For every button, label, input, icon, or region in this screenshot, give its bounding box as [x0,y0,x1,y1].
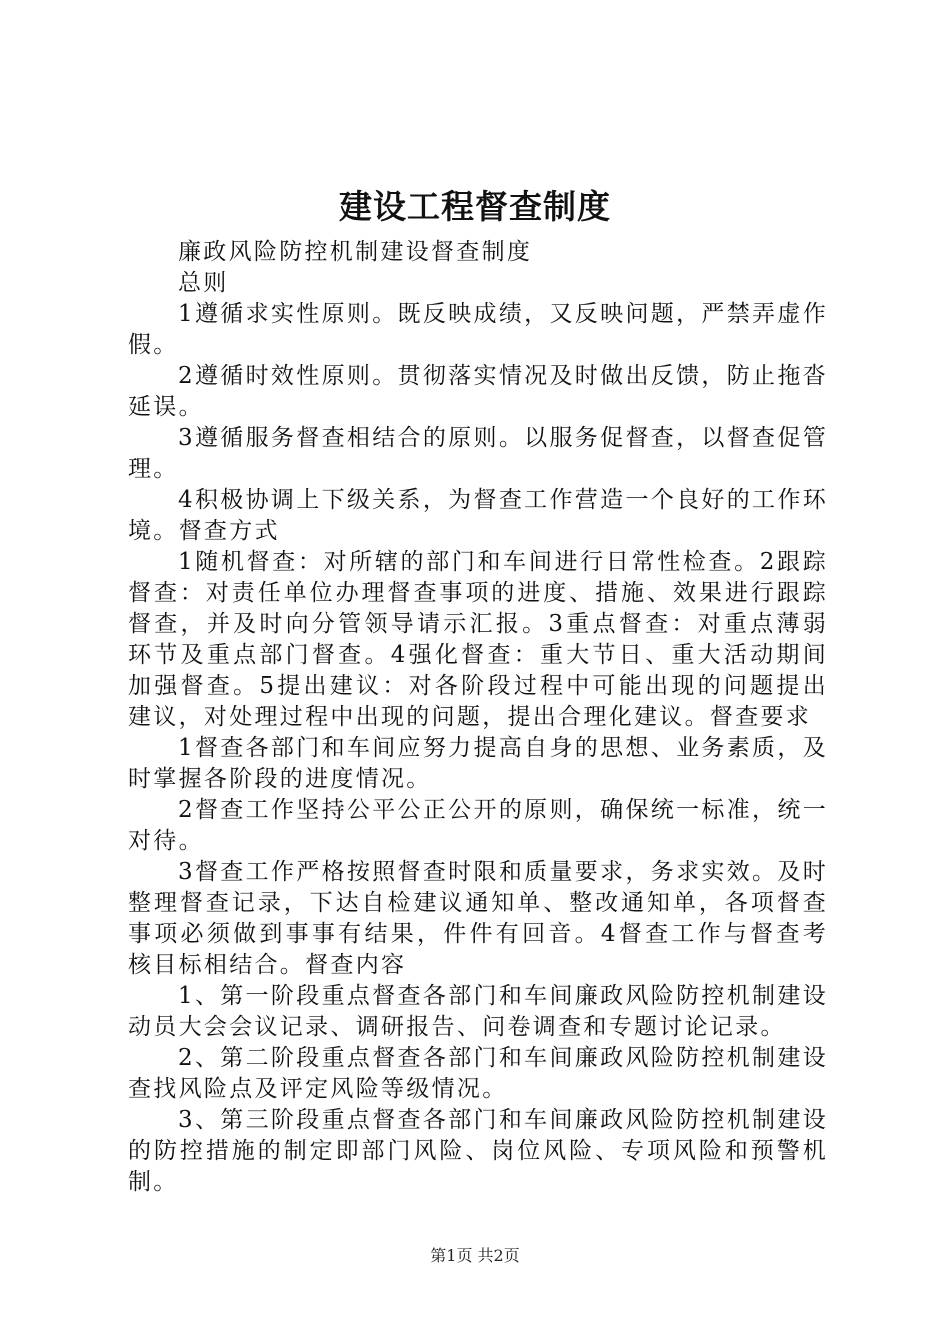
paragraph-subtitle: 廉政风险防控机制建设督查制度 [178,239,533,265]
paragraph-section-general: 总则 [178,270,229,296]
paragraph-content-3: 3、第三阶段重点督查各部门和车间廉政风险防控机制建设的防控措施的制定即部门风险、岗位风险、专项风险和预警机制。 [128,1107,828,1195]
paragraph-principle-2: 2遵循时效性原则。贯彻落实情况及时做出反馈，防止拖沓延误。 [128,363,828,420]
paragraph-principle-4: 4积极协调上下级关系，为督查工作营造一个良好的工作环境。督查方式 [128,487,828,544]
paragraph-requirement-1: 1督查各部门和车间应努力提高自身的思想、业务素质，及时掌握各阶段的进度情况。 [128,735,828,792]
paragraph-content-2: 2、第二阶段重点督查各部门和车间廉政风险防控机制建设查找风险点及评定风险等级情况。 [128,1045,828,1102]
paragraph-principle-1: 1遵循求实性原则。既反映成绩，又反映问题，严禁弄虚作假。 [128,301,828,358]
paragraph-requirement-2: 2督查工作坚持公平公正公开的原则，确保统一标准，统一对待。 [128,797,828,854]
paragraph-methods: 1随机督查：对所辖的部门和车间进行日常性检查。2跟踪督查：对责任单位办理督查事项的进度、措施、效果进行跟踪督查，并及时向分管领导请示汇报。3重点督查：对重点薄弱环节及重点部门督查。4强化督查：重大节日、重大活动期间加强督查。5提出建议：对各阶段过程中可能出现的问题提出建议，对处理过程中出现的问题，提出合理化建议。督查要求 [128,549,828,730]
paragraph-principle-3: 3遵循服务督查相结合的原则。以服务促督查，以督查促管理。 [128,425,828,482]
document-title: 建设工程督查制度 [339,187,611,226]
paragraph-content-1: 1、第一阶段重点督查各部门和车间廉政风险防控机制建设动员大会会议记录、调研报告、问卷调查和专题讨论记录。 [128,983,828,1040]
paragraph-requirement-3: 3督查工作严格按照督查时限和质量要求，务求实效。及时整理督查记录，下达自检建议通知单、整改通知单，各项督查事项必须做到事事有结果，件件有回音。4督查工作与督查考核目标相结合。督查内容 [128,859,828,978]
document-body [128,237,828,1198]
page-number-footer: 第1页 共2页 [430,1246,520,1265]
